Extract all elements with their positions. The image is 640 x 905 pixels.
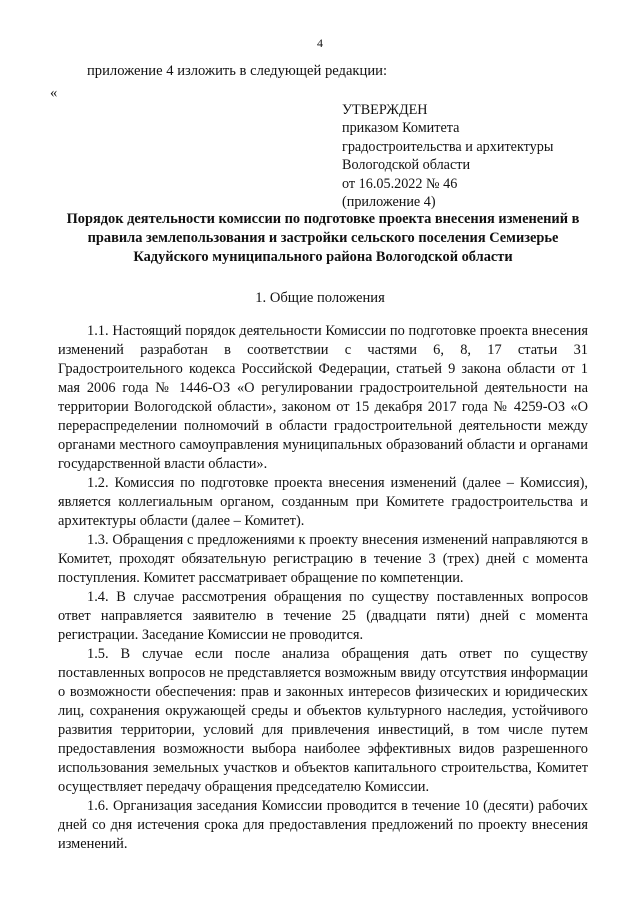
approval-line: приказом Комитета bbox=[342, 120, 460, 137]
approval-line: УТВЕРЖДЕН bbox=[342, 102, 428, 118]
document-body bbox=[58, 322, 588, 854]
intro-text: приложение 4 изложить в следующей редакции: bbox=[87, 63, 387, 79]
approval-line: Вологодской области bbox=[342, 157, 471, 174]
paragraph-1-6: 1.6. Организация заседания Комиссии проводится в течение 10 (десяти) рабочих дней со дня истечения срока для предоставления предложений по проекту внесения изменений. bbox=[58, 798, 588, 852]
approval-line: градостроительства и архитектуры bbox=[342, 138, 554, 155]
paragraph-1-4: 1.4. В случае рассмотрения обращения по существу поставленных вопросов ответ направляется заявителю в течение 25 (двадцати пяти) дней с момента регистрации. Заседание Комиссии не проводится. bbox=[58, 589, 588, 643]
approval-stamp-block bbox=[342, 101, 553, 211]
approval-line: от 16.05.2022 № 46 bbox=[342, 175, 458, 192]
document-title: Порядок деятельности комиссии по подготовке проекта внесения изменений в правила землепользования и застройки сельского поселения Семизерье Кадуйского муниципального района Вологодской области bbox=[66, 211, 580, 265]
opening-quote-mark: « bbox=[50, 85, 58, 101]
approval-line: (приложение 4) bbox=[342, 194, 436, 211]
paragraph-1-2: 1.2. Комиссия по подготовке проекта внесения изменений (далее – Комиссия), является коллегиальным органом, созданным при Комитете градостроительства и архитектуры области (далее – Комитет). bbox=[58, 475, 588, 529]
paragraph-1-1: 1.1. Настоящий порядок деятельности Комиссии по подготовке проекта внесения изменений разработан в соответствии с частями 6, 8, 17 статьи 31 Градостроительного кодекса Российской Федерации, статьей 9 закона области от 1 мая 2006 года № 1446-ОЗ «О регулировании градостроительной деятельности на территории Вологодской области», законом от 15 декабря 2017 года № 4259-ОЗ «О перераспределении полномочий в области градостроительной деятельности между органами местного самоуправления муниципальных образований области и органами государственной власти области». bbox=[58, 323, 588, 472]
paragraph-1-5: 1.5. В случае если после анализа обращения дать ответ по существу поставленных вопросов не представляется возможным ввиду отсутствия информации о возможности обеспечения: прав и законных интересов физических и юридических лиц, сохранения окружающей среды и объектов культурного наследия, устойчивого развития территории, условий для привлечения инвестиций, в том числе путем предоставления возможности выбора наиболее эффективных видов разрешенного использования земельных участков и объектов капитального строительства, Комитет осуществляет передачу обращения председателю Комиссии. bbox=[58, 646, 588, 795]
section-heading: 1. Общие положения bbox=[255, 290, 385, 306]
page-number: 4 bbox=[317, 36, 323, 50]
paragraph-1-3: 1.3. Обращения с предложениями к проекту внесения изменений направляются в Комитет, проходят обязательную регистрацию в течение 3 (трех) дней с момента поступления. Комитет рассматривает обращение по компетенции. bbox=[58, 532, 588, 586]
